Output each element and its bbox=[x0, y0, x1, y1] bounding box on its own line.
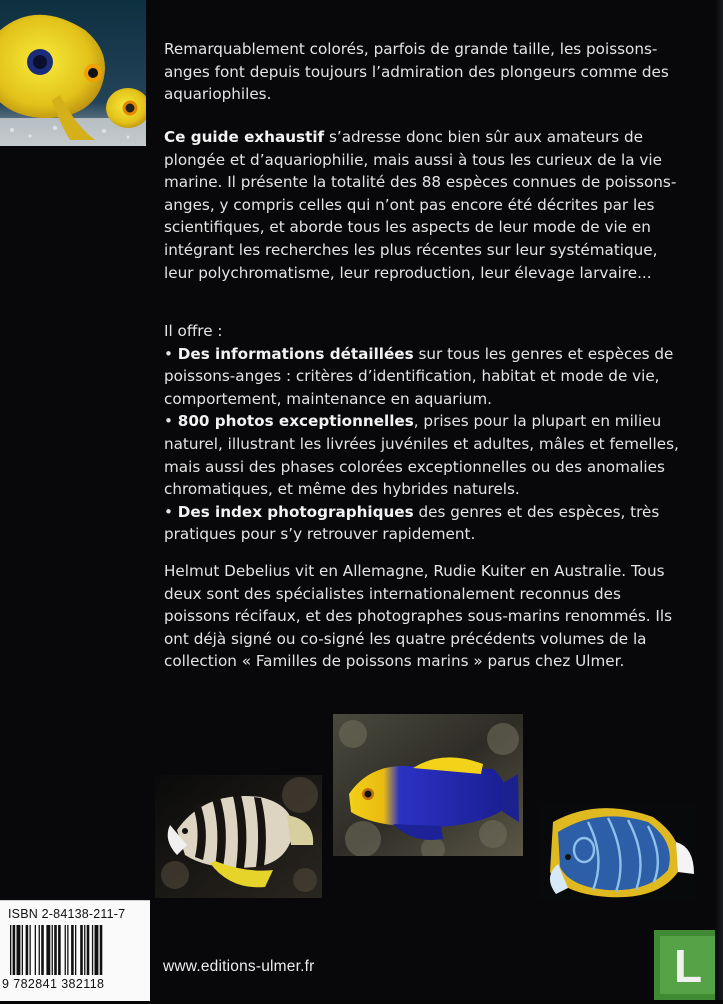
authors-paragraph bbox=[164, 560, 684, 673]
library-sticker bbox=[654, 930, 723, 1000]
offer-item-information-bold: Des informations détaillées bbox=[177, 344, 414, 363]
photo-banded-angelfish bbox=[155, 775, 322, 898]
guide-paragraph bbox=[164, 126, 684, 284]
bullet-glyph: • bbox=[164, 344, 173, 363]
offer-item-photos-bold: 800 photos exceptionnelles bbox=[177, 412, 414, 431]
offer-item-information bbox=[164, 343, 684, 411]
bullet-glyph: • bbox=[164, 502, 173, 521]
bullet-glyph: • bbox=[164, 412, 173, 431]
intro-text: Remarquablement colorés, parfois de grande taille, les poissons-anges font depuis toujours l’admiration des plongeurs comme des aquariophiles. bbox=[164, 40, 669, 104]
photo-blue-angelfish bbox=[333, 714, 523, 856]
guide-body: s’adresse donc bien sûr aux amateurs de plongée et d’aquariophilie, mais aussi à tous les curieux de la vie marine. Il présente la totalité des 88 espèces connues de poissons-anges, y compris celles qui n’ont pas encore été décrites par les scientifiques, et aborde tous les aspects de leur mode de vie en intégrant les recherches les plus récentes sur leur systématique, leur polychromatisme, leur reproduction, leur élevage larvaire... bbox=[164, 128, 677, 282]
offer-item-photos-text: , prises pour la plupart en milieu naturel, illustrant les livrées juvéniles et adultes, mâles et femelles, mais aussi des phases colorées exceptionnelles ou des anomalies chromatiques, et même des hybrides naturels. bbox=[164, 412, 679, 499]
publisher-website: www.editions-ulmer.fr bbox=[163, 958, 315, 975]
banded-angelfish-image bbox=[155, 775, 322, 898]
yellow-angelfish-image bbox=[0, 0, 146, 146]
photo-ring-angelfish bbox=[538, 802, 696, 900]
ean-digits: 9 782841 382118 bbox=[2, 977, 105, 991]
intro-paragraph bbox=[164, 38, 684, 106]
photo-yellow-angelfish bbox=[0, 0, 146, 146]
sticker-letter: L bbox=[673, 940, 703, 992]
offer-intro: Il offre : bbox=[164, 322, 223, 340]
offer-item-index-bold: Des index photographiques bbox=[177, 502, 414, 521]
guide-text bbox=[164, 126, 684, 284]
sticker-logo-icon bbox=[654, 930, 723, 1000]
barcode-image bbox=[10, 925, 140, 975]
guide-bold-lead: Ce guide exhaustif bbox=[164, 128, 325, 146]
offer-item-index bbox=[164, 501, 684, 546]
offer-item-index-text: des genres et des espèces, très pratiques pour s’y retrouver rapidement. bbox=[164, 502, 660, 544]
offer-item-information-text: sur tous les genres et espèces de poissons-anges : critères d’identification, habitat et mode de vie, comportement, maintenance en aquarium. bbox=[164, 344, 674, 408]
page-edge bbox=[715, 0, 723, 1000]
barcode-label bbox=[0, 900, 150, 1001]
isbn-number: ISBN 2-84138-211-7 bbox=[8, 907, 126, 921]
blue-angelfish-image bbox=[333, 714, 523, 856]
offer-item-photos bbox=[164, 410, 684, 500]
ring-angelfish-image bbox=[538, 802, 696, 900]
offer-list bbox=[164, 320, 684, 546]
authors-text: Helmut Debelius vit en Allemagne, Rudie Kuiter en Australie. Tous deux sont des spécialistes internationalement reconnus des poissons récifaux, et des photographes sous-marins renommés. Ils ont déjà signé ou co-signé les quatre précédents volumes de la collection « Familles de poissons marins » parus chez Ulmer. bbox=[164, 562, 673, 671]
